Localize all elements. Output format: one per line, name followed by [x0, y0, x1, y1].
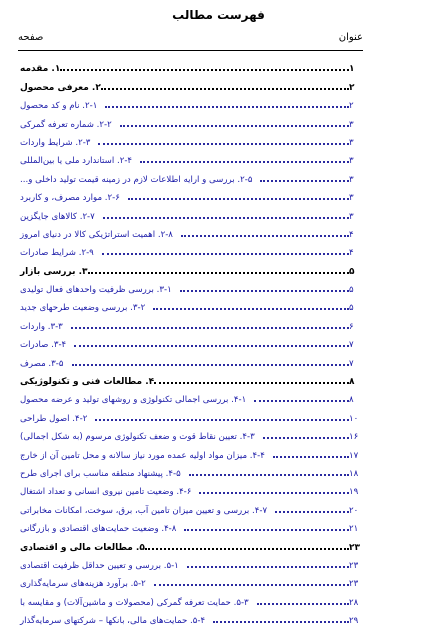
toc-entry-page-number: ۲۳	[349, 542, 360, 553]
toc-subsection-entry[interactable]	[18, 350, 363, 368]
toc-entry-label: ۵-۳. حمایت تعرفه گمرکی (محصولات و ماشین‌آلات) و مقایسه با	[20, 597, 249, 608]
toc-entry-page-number: ۲۹	[349, 616, 359, 627]
toc-entry-page-number: ۸	[349, 395, 354, 406]
toc-entry-page-number: ۱۸	[349, 468, 359, 479]
toc-entry-page-number: ۴	[349, 229, 354, 240]
toc-subsection-entry[interactable]	[18, 424, 363, 442]
dot-leader	[103, 217, 349, 219]
toc-entry-page-number: ۲۸	[349, 597, 359, 608]
toc-subsection-entry[interactable]	[18, 166, 363, 184]
toc-entry-page-number: ۷	[349, 358, 354, 369]
toc-entry-page-number: ۵	[349, 303, 354, 314]
dot-leader	[260, 180, 349, 182]
dot-leader	[128, 198, 349, 200]
dot-leader	[254, 400, 349, 402]
page-title: فهرست مطالب	[172, 8, 265, 22]
dot-leader	[213, 621, 349, 623]
toc-subsection-entry[interactable]	[18, 130, 363, 148]
dot-leader	[154, 584, 349, 586]
dot-leader	[181, 235, 349, 237]
toc-entry-label: ۲-۵. بررسی و ارایه اطلاعات لازم در زمینه قیمت تولید داخلی و...	[20, 174, 253, 185]
toc-list	[18, 56, 363, 626]
dot-leader	[273, 456, 349, 458]
dot-leader	[263, 437, 349, 439]
dot-leader	[140, 161, 349, 163]
dot-leader	[105, 106, 349, 108]
toc-entry-page-number: ۴	[349, 248, 354, 259]
dot-leader	[184, 529, 349, 531]
toc-entry-page-number: ۸	[349, 377, 355, 388]
toc-subsection-entry[interactable]	[18, 571, 363, 589]
toc-section-entry[interactable]	[18, 74, 363, 92]
toc-section-entry[interactable]	[18, 56, 363, 74]
dot-leader	[145, 548, 349, 550]
toc-entry-label: ۴-۷. بررسی و تعیین میزان تامین آب، برق، سوخت، امکانات مخابراتی	[20, 505, 268, 516]
dot-leader	[74, 345, 349, 347]
toc-entry-label: ۵-۴. حمایت‌های مالی، بانکها – شرکتهای سرمایه‌گذار	[20, 616, 206, 627]
header-rule	[18, 50, 363, 51]
toc-subsection-entry[interactable]	[18, 516, 363, 534]
dot-leader	[72, 364, 349, 366]
toc-entry-label: ۴-۶. وضعیت تامین نیروی انسانی و تعداد اشتغال	[20, 487, 192, 498]
toc-entry-page-number: ۳	[349, 137, 354, 148]
toc-subsection-entry[interactable]	[18, 277, 363, 295]
toc-entry-page-number: ۵	[349, 266, 355, 277]
toc-entry-page-number: ۵	[349, 285, 354, 296]
toc-entry-label: ۳. بررسی بازار	[20, 266, 88, 277]
toc-subsection-entry[interactable]	[18, 148, 363, 166]
toc-entry-label: ۱. مقدمه	[20, 64, 61, 75]
toc-subsection-entry[interactable]	[18, 461, 363, 479]
toc-subsection-entry[interactable]	[18, 608, 363, 626]
toc-entry-label: ۴-۱. بررسی اجمالی تکنولوژی و روشهای تولید و عرضه محصول	[20, 395, 247, 406]
column-title-label: عنوان	[338, 32, 363, 43]
dot-leader	[154, 382, 349, 384]
toc-entry-label: ۴-۴. میزان مواد اولیه عمده مورد نیاز سالانه و محل تامین آن از خارج	[20, 450, 265, 461]
toc-entry-label: ۴-۲. اصول طراحی	[20, 413, 88, 424]
toc-entry-label: ۲. معرفی محصول	[20, 82, 101, 93]
dot-leader	[71, 327, 349, 329]
dot-leader	[189, 474, 349, 476]
toc-subsection-entry[interactable]	[18, 93, 363, 111]
toc-subsection-entry[interactable]	[18, 497, 363, 515]
toc-entry-label: ۵. مطالعات مالی و اقتصادی	[20, 542, 145, 553]
toc-entry-page-number: ۱۰	[349, 413, 359, 424]
toc-entry-label: ۲-۳. شرایط واردات	[20, 137, 91, 148]
toc-entry-page-number: ۱۶	[349, 432, 359, 443]
toc-subsection-entry[interactable]	[18, 313, 363, 331]
toc-subsection-entry[interactable]	[18, 111, 363, 129]
toc-header	[18, 32, 363, 46]
dot-leader	[102, 253, 349, 255]
dot-leader	[275, 511, 349, 513]
toc-subsection-entry[interactable]	[18, 553, 363, 571]
toc-entry-page-number: ۲۱	[349, 524, 359, 535]
dot-leader	[120, 125, 349, 127]
toc-entry-label: ۴-۸. وضعیت حمایت‌های اقتصادی و بازرگانی	[20, 524, 177, 535]
toc-section-entry[interactable]	[18, 534, 363, 552]
toc-entry-label: ۲-۸. اهمیت استراتژیکی کالا در دنیای امروز	[20, 229, 173, 240]
toc-entry-label: ۲-۴. استاندارد ملی یا بین‌المللی	[20, 156, 133, 167]
toc-entry-page-number: ۶	[349, 321, 354, 332]
toc-entry-page-number: ۳	[349, 193, 354, 204]
toc-entry-page-number: ۲۳	[349, 579, 359, 590]
toc-entry-label: ۵-۱. بررسی و تعیین حداقل ظرفیت اقتصادی	[20, 560, 179, 571]
toc-subsection-entry[interactable]	[18, 222, 363, 240]
toc-entry-page-number: ۱	[349, 64, 355, 75]
dot-leader	[199, 492, 349, 494]
toc-subsection-entry[interactable]	[18, 405, 363, 423]
dot-leader	[60, 69, 349, 71]
dot-leader	[101, 88, 349, 90]
toc-entry-page-number: ۱۹	[349, 487, 359, 498]
dot-leader	[98, 143, 349, 145]
toc-section-entry[interactable]	[18, 258, 363, 276]
toc-entry-page-number: ۳	[349, 156, 354, 167]
toc-entry-page-number: ۳	[349, 174, 354, 185]
toc-entry-label: ۲-۶. موارد مصرف، و کاربرد	[20, 193, 120, 204]
toc-subsection-entry[interactable]	[18, 295, 363, 313]
toc-entry-label: ۴-۳. تعیین نقاط قوت و ضعف تکنولوژی مرسوم (به شکل اجمالی)	[20, 432, 255, 443]
toc-subsection-entry[interactable]	[18, 203, 363, 221]
toc-entry-label: ۳-۲. بررسی وضعیت طرحهای جدید	[20, 303, 146, 314]
dot-leader	[180, 290, 349, 292]
toc-entry-page-number: ۳	[349, 119, 354, 130]
toc-entry-page-number: ۲	[349, 82, 355, 93]
toc-subsection-entry[interactable]	[18, 387, 363, 405]
toc-entry-label: ۲-۱. نام و کد محصول	[20, 101, 98, 112]
toc-entry-page-number: ۲۰	[349, 505, 359, 516]
toc-entry-label: ۴. مطالعات فنی و تکنولوژیکی	[20, 377, 155, 388]
dot-leader	[187, 566, 349, 568]
toc-entry-label: ۴-۵. پیشنهاد منطقه مناسب برای اجرای طرح	[20, 468, 181, 479]
toc-subsection-entry[interactable]	[18, 185, 363, 203]
toc-section-entry[interactable]	[18, 369, 363, 387]
toc-entry-label: ۵-۲. برآورد هزینه‌های سرمایه‌گذاری	[20, 579, 146, 590]
toc-subsection-entry[interactable]	[18, 479, 363, 497]
toc-subsection-entry[interactable]	[18, 442, 363, 460]
toc-entry-page-number: ۲۳	[349, 560, 359, 571]
toc-entry-page-number: ۷	[349, 340, 354, 351]
toc-subsection-entry[interactable]	[18, 589, 363, 607]
toc-entry-label: ۳-۵. مصرف	[20, 358, 64, 369]
dot-leader	[95, 419, 349, 421]
dot-leader	[153, 308, 349, 310]
toc-entry-page-number: ۲	[349, 101, 354, 112]
toc-subsection-entry[interactable]	[18, 240, 363, 258]
toc-entry-page-number: ۳	[349, 211, 354, 222]
toc-entry-page-number: ۱۷	[349, 450, 359, 461]
toc-entry-label: ۲-۷. کالاهای جایگزین	[20, 211, 95, 222]
toc-entry-label: ۳-۳. واردات	[20, 321, 63, 332]
dot-leader	[88, 272, 349, 274]
column-page-label: صفحه	[18, 32, 44, 43]
toc-entry-label: ۲-۹. شرایط صادرات	[20, 248, 94, 259]
toc-subsection-entry[interactable]	[18, 332, 363, 350]
toc-entry-label: ۲-۲. شماره تعرفه گمرکی	[20, 119, 112, 130]
dot-leader	[257, 603, 349, 605]
toc-entry-label: ۳-۴. صادرات	[20, 340, 67, 351]
toc-entry-label: ۳-۱. بررسی ظرفیت واحدهای فعال تولیدی	[20, 285, 172, 296]
